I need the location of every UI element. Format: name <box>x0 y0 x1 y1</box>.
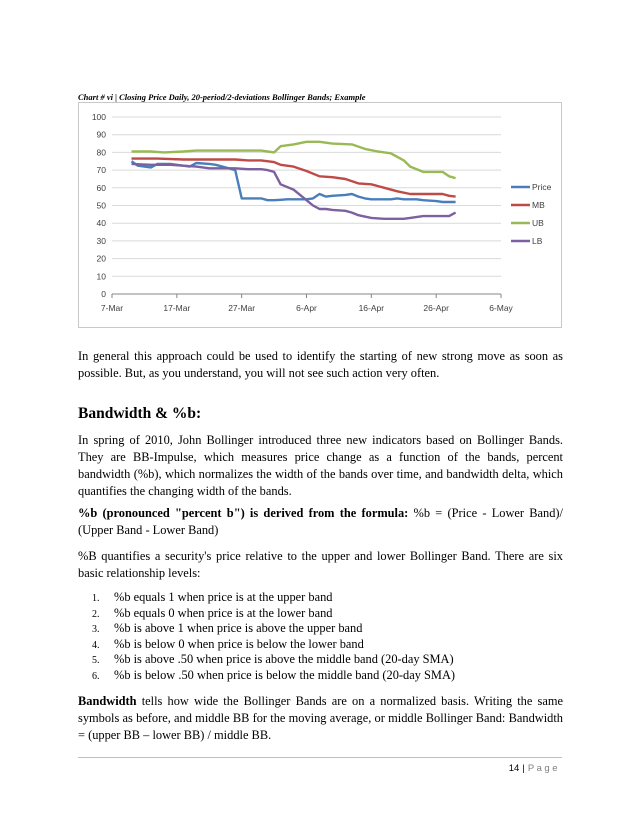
x-tick-label: 27-Mar <box>228 303 256 313</box>
section-heading: Bandwidth & %b: <box>78 405 202 422</box>
relationship-list <box>92 590 455 683</box>
x-tick-label: 26-Apr <box>423 303 449 313</box>
y-tick-label: 20 <box>96 253 106 264</box>
y-tick-label: 60 <box>96 182 106 193</box>
paragraph-relationship: %B quantifies a security's price relative to the upper and lower Bollinger Band. There are six basic relationship levels: <box>78 549 563 580</box>
paragraph-bollinger-intro: In spring of 2010, John Bollinger introduced three new indicators based on Bollinger Bands. They are BB-Impulse, which measures price change as a function of the bands, percent bandwidth (%b), which normalizes the width of the bands over time, and bandwidth delta, which quantifies the changing width of the bands. <box>78 433 563 498</box>
list-text: %b equals 0 when price is at the lower band <box>114 605 333 620</box>
page-word: Page <box>527 763 560 774</box>
y-tick-label: 50 <box>96 200 106 211</box>
paragraph-percent-b <box>78 505 563 539</box>
list-number: 1. <box>92 593 100 604</box>
list-item <box>92 668 455 684</box>
percent-b-definition: %b (pronounced "percent b") is derived from the formula: <box>78 506 409 520</box>
list-item <box>92 652 455 668</box>
page-number: 14 <box>508 763 520 774</box>
percent-b-formula: %b = (Price - Lower Band)/ (Upper Band - Lower Band) <box>78 506 563 537</box>
list-number: 2. <box>92 608 100 620</box>
legend-label-lb: LB <box>532 236 543 246</box>
list-number: 5. <box>92 655 100 666</box>
list-text: %b is above .50 when price is above the middle band (20-day SMA) <box>114 652 454 666</box>
x-tick-label: 17-Mar <box>163 303 191 313</box>
y-tick-label: 90 <box>96 129 106 140</box>
x-tick-label: 16-Apr <box>358 303 385 313</box>
y-tick-label: 0 <box>101 289 106 299</box>
footer-separator: | <box>522 763 525 774</box>
legend-label-price: Price <box>532 182 552 192</box>
legend-label-mb: MB <box>532 200 545 210</box>
list-item <box>92 621 455 637</box>
bandwidth-term: Bandwidth <box>78 694 137 708</box>
y-tick-label: 100 <box>91 112 106 122</box>
x-tick-label: 7-Mar <box>100 303 124 313</box>
y-tick-label: 70 <box>96 165 106 176</box>
list-text: %b equals 1 when price is at the upper band <box>114 590 333 604</box>
list-text: %b is below 0 when price is below the lower band <box>114 636 364 651</box>
page-footer <box>509 763 560 774</box>
x-tick-label: 6-May <box>489 303 513 313</box>
legend-label-ub: UB <box>532 218 544 228</box>
bandwidth-definition: tells how wide the Bollinger Bands are on a normalized basis. Writing the same symbols as before, and middle BB for the moving average, or middle Bollinger Band: Bandwidth = (upper BB – lower BB) / middle BB. <box>78 694 563 742</box>
series-line-lb <box>132 164 456 219</box>
list-item <box>92 590 455 606</box>
y-tick-label: 40 <box>96 218 106 229</box>
list-number: 4. <box>92 639 100 651</box>
list-number: 6. <box>92 670 100 682</box>
x-tick-label: 6-Apr <box>296 303 317 313</box>
list-number: 3. <box>92 624 100 635</box>
list-text: %b is below .50 when price is below the middle band (20-day SMA) <box>114 667 456 682</box>
list-item <box>92 606 455 622</box>
chart-caption: Chart # vi | Closing Price Daily, 20-period/2-deviations Bollinger Bands; Example <box>78 92 366 102</box>
list-text: %b is above 1 when price is above the upper band <box>114 621 363 635</box>
chart-frame <box>78 102 562 328</box>
y-tick-label: 30 <box>96 235 106 246</box>
footer-rule <box>78 757 562 758</box>
paragraph-bandwidth <box>78 693 563 744</box>
y-tick-label: 80 <box>96 147 106 158</box>
paragraph-intro: In general this approach could be used to identify the starting of new strong move as soon as possible. But, as you understand, you will not see such action very often. <box>78 349 563 380</box>
bollinger-chart <box>79 103 563 329</box>
list-item <box>92 637 455 653</box>
y-tick-label: 10 <box>96 271 106 282</box>
